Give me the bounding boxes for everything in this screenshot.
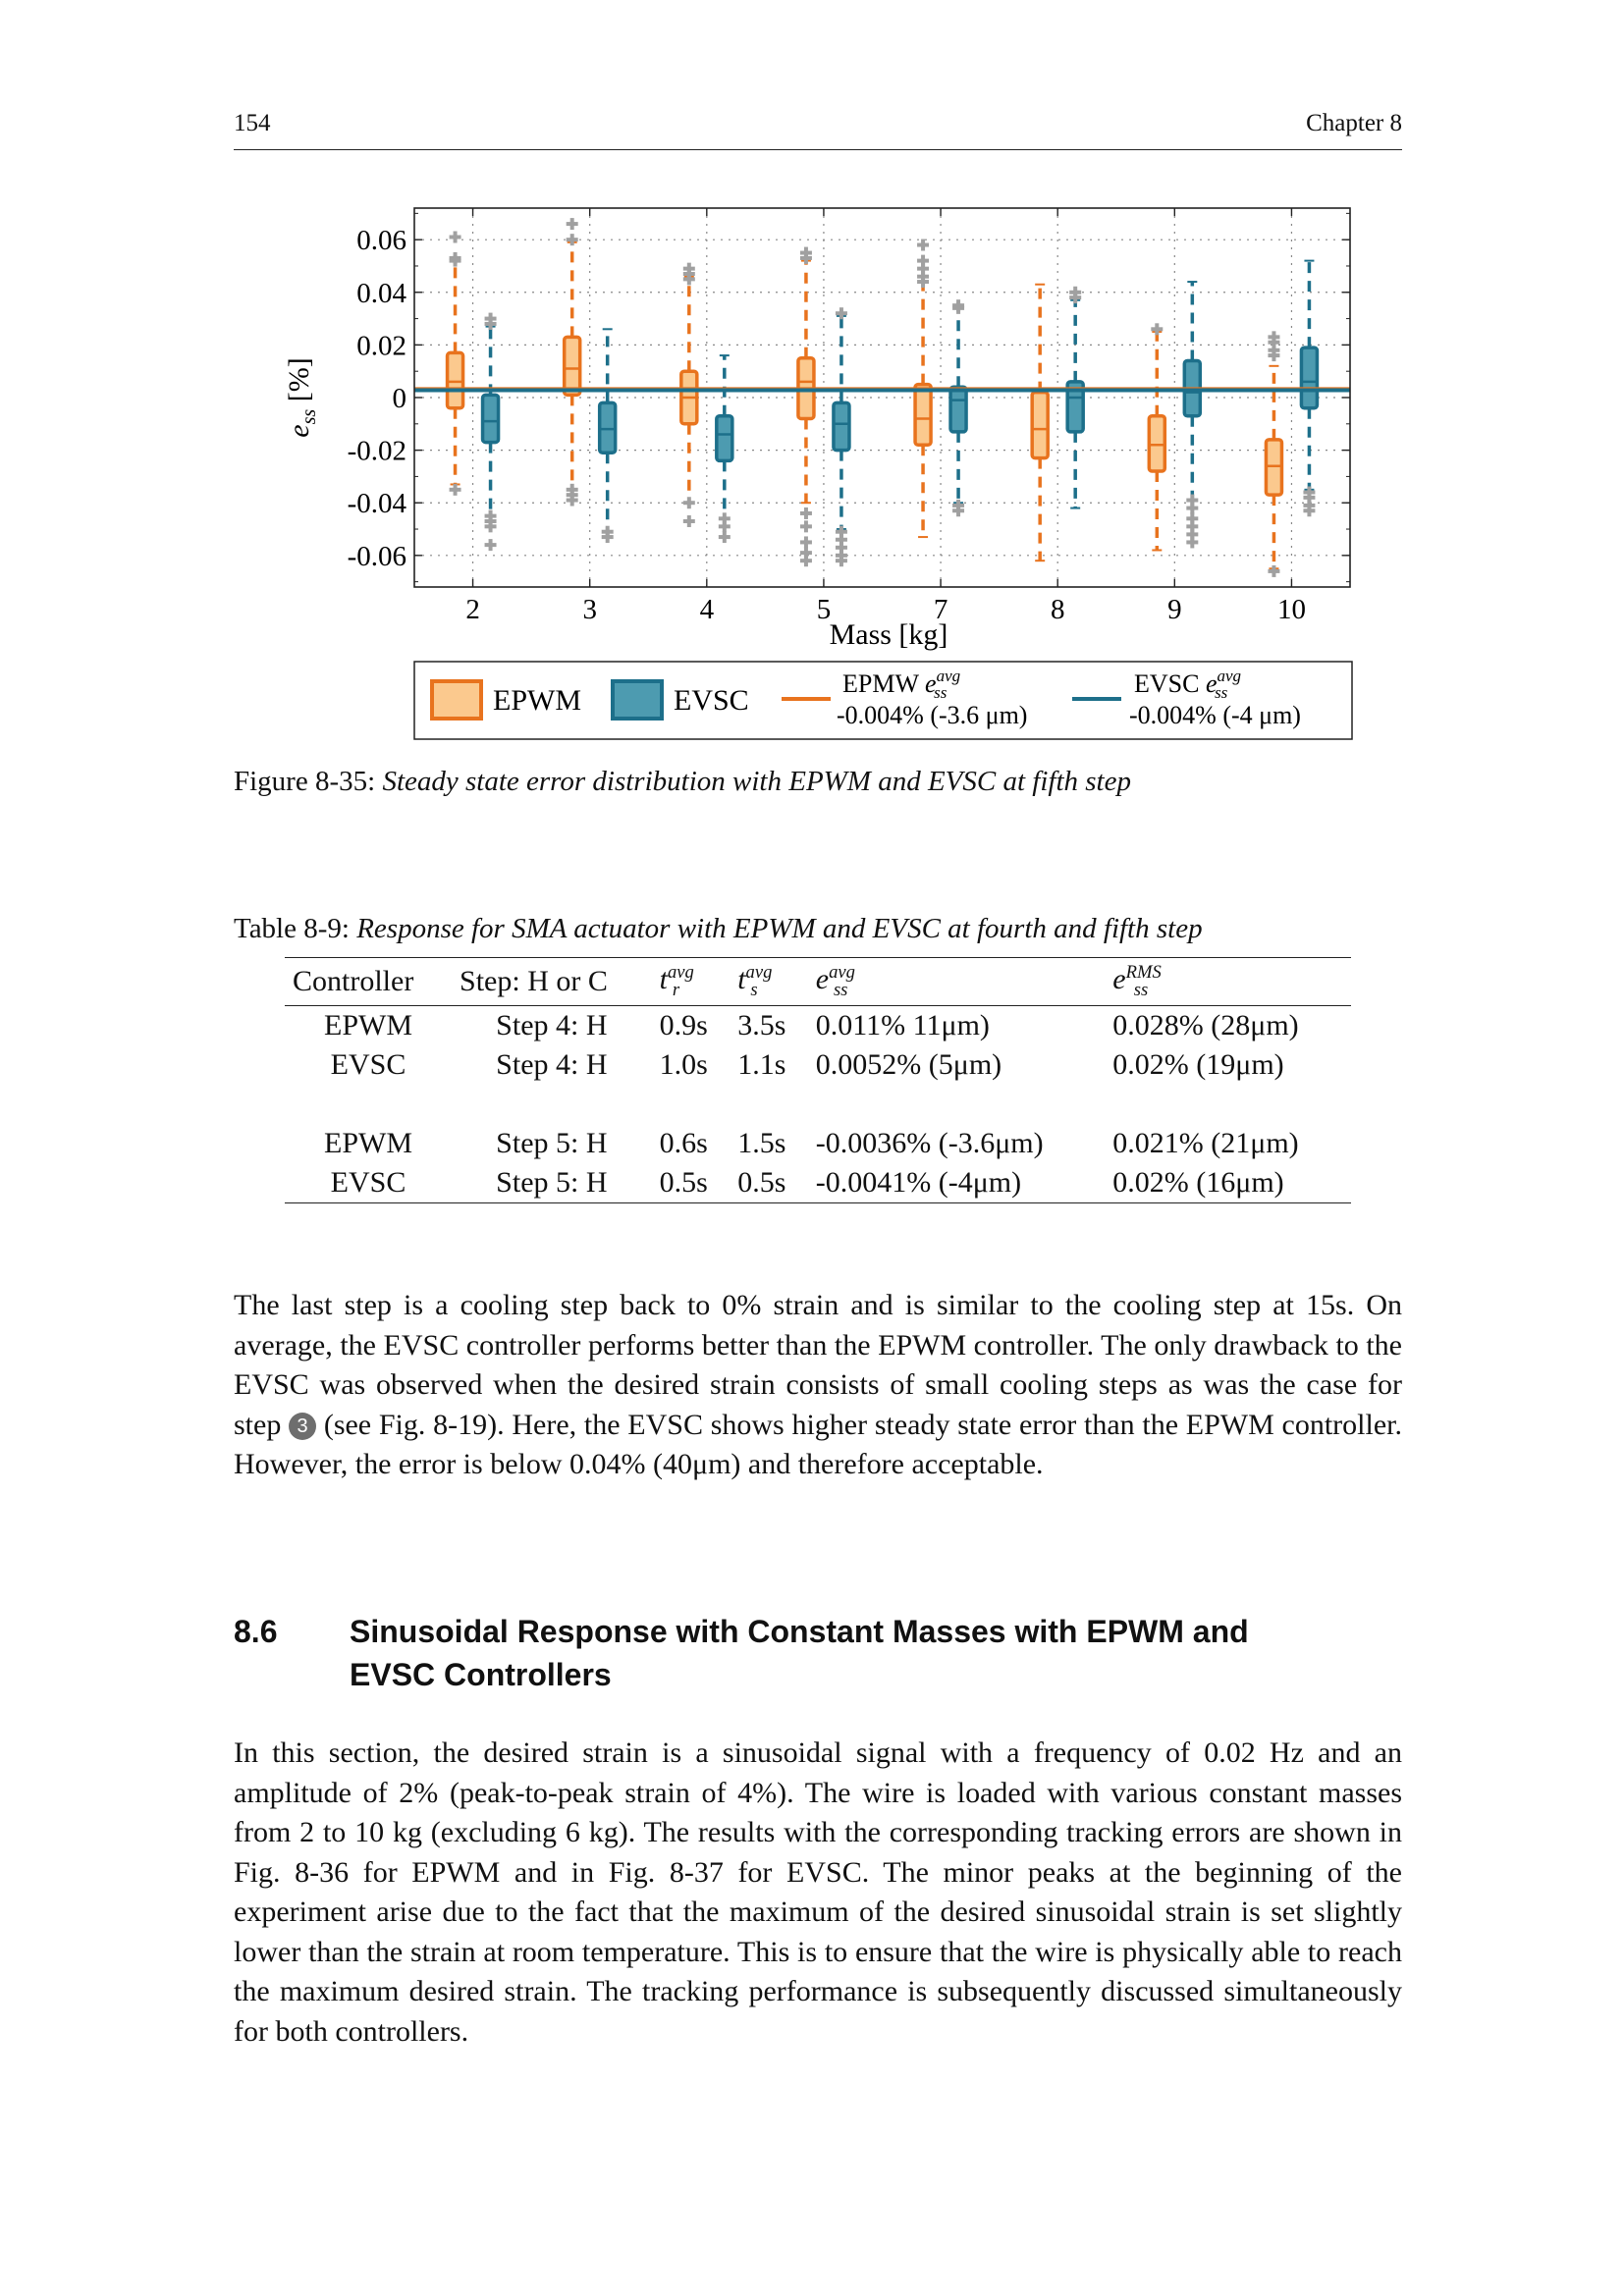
paragraph-text: (see Fig. 8-19). Here, the EVSC shows higher steady state error than the EPWM controller. However, the error is below 0.04% (40μm) and therefore acceptable. — [234, 1408, 1402, 1480]
step-marker-icon: 3 — [289, 1413, 316, 1440]
evsc-box — [834, 402, 849, 450]
x-tick-label: 2 — [465, 594, 480, 625]
cell-controller: EPWM — [324, 1009, 413, 1041]
x-tick-label: 8 — [1050, 594, 1065, 625]
table-caption-text: Response for SMA actuator with EPWM and EVSC at fourth and fifth step — [356, 913, 1203, 944]
cell-step: Step 5: H — [496, 1127, 608, 1159]
cell-tr: 0.6s — [659, 1127, 708, 1159]
x-tick-label: 3 — [582, 594, 597, 625]
legend-epwm-swatch — [432, 681, 481, 719]
grid-lines — [414, 208, 1350, 587]
x-tick-label: 5 — [816, 594, 832, 625]
legend-evsc-swatch — [613, 681, 662, 719]
results-table — [285, 957, 1351, 1203]
legend-evsc-avg-value: -0.004% (-4 μm) — [1129, 701, 1301, 729]
figure-caption-text: Steady state error distribution with EPWM and EVSC at fifth step — [382, 766, 1131, 797]
epwm-box — [915, 385, 931, 446]
legend-epmw-sup: avg — [936, 667, 961, 685]
cell-step: Step 4: H — [496, 1009, 608, 1041]
header-rise-time — [652, 958, 731, 1006]
header-ts-sym: t — [737, 963, 746, 995]
cell-ts: 3.5s — [737, 1009, 786, 1041]
cell-ess: 0.011% 11μm) — [815, 1009, 990, 1041]
evsc-box — [483, 395, 499, 442]
cell-ess: -0.0041% (-4μm) — [808, 1163, 1106, 1203]
legend-evsc-sub: ss — [1215, 683, 1228, 702]
x-tick-label: 4 — [699, 594, 715, 625]
cell-erms: 0.028% (28μm) — [1112, 1009, 1299, 1041]
header-ess-avg — [808, 958, 1106, 1006]
header-ess-rms — [1105, 958, 1351, 1006]
table-row — [285, 1163, 1351, 1203]
epwm-box — [1032, 393, 1048, 458]
evsc-box — [950, 387, 966, 432]
header-erms-sub: ss — [1133, 980, 1149, 1000]
boxplot-figure — [0, 0, 1624, 766]
paragraph-text: The last step is a cooling step back to 0% strain and is similar to the cooling step at 15s. On average, the EVSC controller performs better than the EPWM controller. The only drawback to the EVSC was observed when the desired strain consists of small cooling steps as was the case for step — [234, 1289, 1402, 1441]
x-tick-label: 10 — [1276, 594, 1306, 625]
header-ess-sub: ss — [833, 980, 848, 1000]
cell-ess: -0.0036% (-3.6μm) — [815, 1127, 1044, 1159]
y-tick-label: -0.04 — [347, 488, 406, 520]
section-title: Sinusoidal Response with Constant Masses with EPWM and EVSC Controllers — [350, 1614, 1249, 1692]
legend-epwm-label: EPWM — [493, 684, 581, 717]
legend-epmw-avg-title — [842, 667, 960, 702]
cell-ess: 0.0052% (5μm) — [815, 1048, 1002, 1081]
header-erms-sym: e — [1112, 963, 1126, 995]
plot-frame — [414, 208, 1350, 587]
cell-controller: EVSC — [285, 1163, 452, 1203]
y-label-e: e — [283, 424, 315, 438]
table-caption-label: Table 8-9: — [234, 913, 350, 944]
y-label-unit: [%] — [283, 357, 315, 409]
cell-controller: EVSC — [330, 1048, 406, 1081]
page-number: 154 — [234, 110, 271, 136]
evsc-box — [1301, 347, 1317, 408]
legend-evsc-avg-title — [1134, 667, 1241, 702]
legend-epmw-avg-value: -0.004% (-3.6 μm) — [837, 701, 1028, 729]
header-erms-sup: RMS — [1125, 962, 1162, 983]
x-tick-label: 7 — [933, 594, 948, 625]
legend-evsc-e: e — [1205, 669, 1218, 698]
evsc-box — [600, 402, 616, 453]
table-row — [285, 1124, 1351, 1163]
body-paragraph: In this section, the desired strain is a sinusoidal signal with a frequency of 0.02 Hz and an amplitude of 2% (peak-to-peak strain of 4%). The wire is loaded with various constant masses from 2 to 10 kg (excluding 6 kg). The results with the corresponding tracking errors are shown in Fig. 8-36 for EPWM and in Fig. 8-37 for EVSC. The minor peaks at the beginning of the experiment arise due to the fact that the maximum of the desired sinusoidal strain is set slightly lower than the strain at room temperature. This is to ensure that the wire is physically able to reach the maximum desired strain. The tracking performance is subsequently discussed simultaneously for both controllers. — [234, 1736, 1402, 2048]
epwm-box — [565, 337, 580, 395]
legend-evsc-sup: avg — [1217, 667, 1242, 685]
section-number: 8.6 — [234, 1614, 278, 1649]
table-spacer-row — [285, 1085, 1351, 1124]
cell-tr: 0.9s — [659, 1009, 708, 1041]
table-row — [285, 1006, 1351, 1046]
epwm-box — [1266, 440, 1281, 495]
evsc-box — [717, 416, 732, 461]
table-row — [285, 1045, 1351, 1085]
y-tick-label: -0.02 — [347, 435, 406, 467]
legend-epmw-sub: ss — [934, 683, 947, 702]
header-tr-sub: r — [672, 980, 680, 1000]
header-ess-sym: e — [815, 963, 830, 995]
y-tick-label: 0.02 — [356, 330, 406, 362]
header-settling-time — [730, 958, 808, 1006]
cell-erms: 0.02% (19μm) — [1112, 1048, 1284, 1081]
cell-tr: 0.5s — [652, 1163, 731, 1203]
legend-evsc-label: EVSC — [674, 684, 749, 717]
y-tick-label: 0.04 — [356, 277, 406, 309]
figure-caption-label: Figure 8-35: — [234, 766, 376, 797]
cell-tr: 1.0s — [659, 1048, 708, 1081]
cell-step: Step 5: H — [452, 1163, 652, 1203]
header-ts-sub: s — [750, 980, 758, 1000]
y-tick-label: 0 — [392, 383, 406, 414]
cell-ts: 0.5s — [730, 1163, 808, 1203]
header-ts-sup: avg — [745, 962, 773, 983]
cell-ts: 1.5s — [737, 1127, 786, 1159]
y-tick-label: 0.06 — [356, 225, 406, 257]
y-axis-label — [283, 357, 320, 437]
legend-evsc-prefix: EVSC — [1134, 669, 1206, 698]
legend-epmw-prefix: EPMW — [842, 669, 926, 698]
x-tick-label: 9 — [1167, 594, 1182, 625]
figure-caption — [234, 766, 1131, 798]
header-tr-sym: t — [659, 963, 668, 995]
epwm-box — [448, 352, 463, 407]
plot-area — [414, 218, 1350, 577]
chart-legend — [414, 662, 1352, 739]
header-controller: Controller — [285, 958, 452, 1006]
y-tick-label: -0.06 — [347, 540, 406, 572]
cell-erms: 0.02% (16μm) — [1105, 1163, 1351, 1203]
table-header-row — [285, 958, 1351, 1006]
epwm-box — [1149, 416, 1164, 471]
y-axis-label-text — [283, 357, 320, 437]
body-paragraph — [234, 1286, 1402, 1485]
header-step: Step: H or C — [452, 958, 652, 1006]
header-tr-sup: avg — [668, 962, 694, 983]
header-ess-sup: avg — [829, 962, 855, 983]
y-label-sub: ss — [298, 408, 320, 425]
legend-epmw-e: e — [925, 669, 937, 698]
cell-ts: 1.1s — [737, 1048, 786, 1081]
chapter-label: Chapter 8 — [1306, 110, 1402, 136]
x-axis-label: Mass [kg] — [829, 618, 948, 651]
table-caption — [234, 913, 1203, 945]
cell-step: Step 4: H — [496, 1048, 608, 1081]
cell-erms: 0.021% (21μm) — [1112, 1127, 1299, 1159]
cell-controller: EPWM — [324, 1127, 413, 1159]
